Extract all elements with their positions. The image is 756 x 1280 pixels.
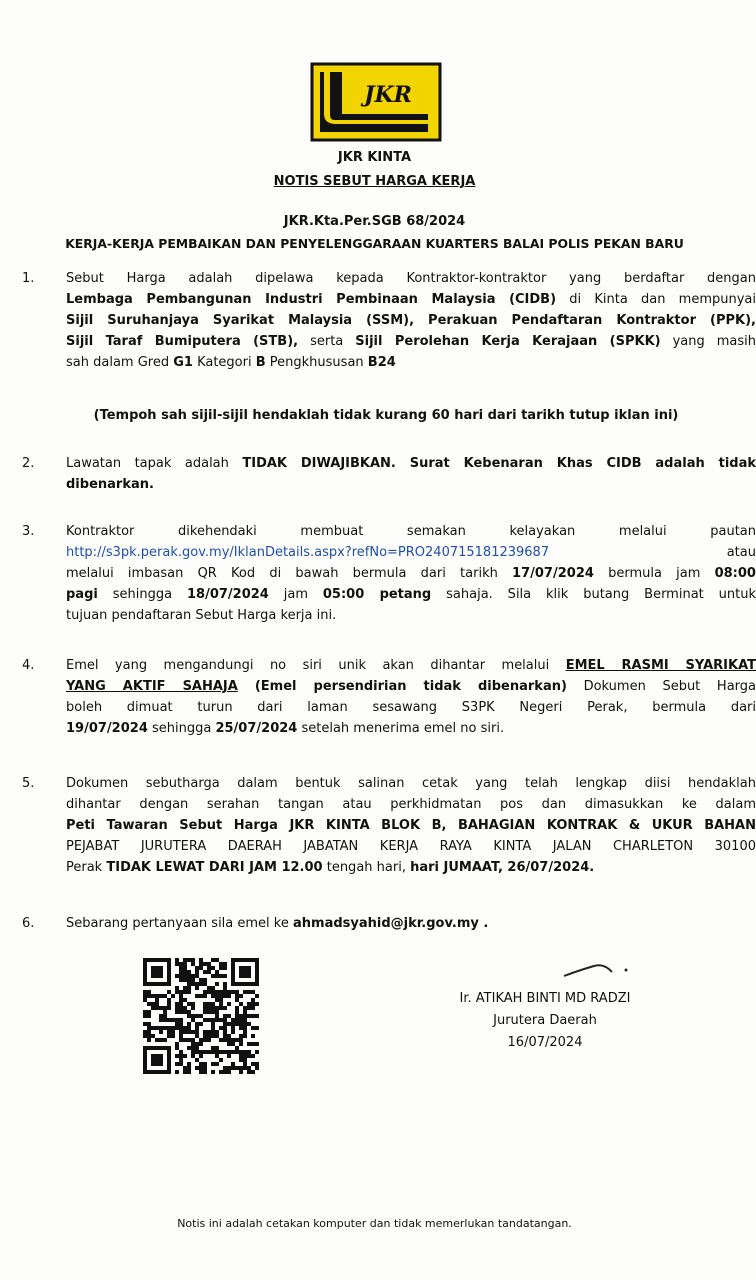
contact-email[interactable]: ahmadsyahid@jkr.gov.my . <box>293 916 489 931</box>
download-start-date: 19/07/2024 <box>66 721 148 736</box>
start-time: 08:00 <box>714 566 756 581</box>
office-name: JKR KINTA <box>337 150 412 165</box>
clause-number: 3. <box>22 524 35 539</box>
signature-date: 16/07/2024 <box>507 1035 583 1050</box>
qr-code[interactable] <box>143 958 259 1074</box>
end-date: 18/07/2024 <box>186 587 269 602</box>
grade-value: G1 <box>173 355 193 370</box>
clause-text: Kontraktor dikehendaki membuat semakan kelayakan melalui pautan <box>66 524 756 539</box>
clause-text: sah dalam Gred <box>66 355 174 370</box>
tender-box-text: Peti Tawaran Sebut Harga JKR KINTA BLOK B, BAHAGIAN KONTRAK & UKUR BAHAN <box>66 818 756 833</box>
start-time-period: pagi <box>66 587 98 602</box>
validity-note: (Tempoh sah sijil-sijil hendaklah tidak kurang 60 hari dari tarikh tutup iklan ini) <box>93 408 679 423</box>
clause-text: Sebut Harga adalah dipelawa kepada Kontraktor-kontraktor yang berdaftar dengan <box>66 271 756 286</box>
deadline-date: hari JUMAAT, 26/07/2024. <box>410 860 595 875</box>
specialisation-value: B24 <box>367 355 396 370</box>
category-value: B <box>255 355 266 370</box>
s3pk-link[interactable]: http://s3pk.perak.gov.my/IklanDetails.aspx?refNo=PRO240715181239687 <box>66 545 550 560</box>
clause-text: tujuan pendaftaran Sebut Harga kerja ini. <box>66 608 337 623</box>
notice-title: NOTIS SEBUT HARGA KERJA <box>273 174 476 189</box>
personal-email-text: (Emel persendirian tidak dibenarkan) <box>237 679 567 694</box>
start-date: 17/07/2024 <box>512 566 594 581</box>
end-time: 05:00 petang <box>322 587 432 602</box>
footer-note: Notis ini adalah cetakan komputer dan tidak memerlukan tandatangan. <box>177 1217 572 1230</box>
spkk-text: Sijil Perolehan Kerja Kerajaan (SPKK) <box>355 334 661 349</box>
clause-number: 6. <box>22 916 35 931</box>
address-text: PEJABAT JURUTERA DAERAH JABATAN KERJA RAYA KINTA JALAN CHARLETON 30100 <box>66 839 756 854</box>
cidb-text: Lembaga Pembangunan Industri Pembinaan Malaysia (CIDB) <box>66 292 557 307</box>
clause-text: atau <box>726 545 756 560</box>
clause-text: Emel yang mengandungi no siri unik akan dihantar melalui <box>66 658 566 673</box>
clause-text: setelah menerima emel no siri. <box>297 721 505 736</box>
clause-text: sehingga <box>97 587 187 602</box>
stb-text: Sijil Taraf Bumiputera (STB), <box>66 334 299 349</box>
clause-text: serta <box>298 334 356 349</box>
clause-text: tengah hari, <box>322 860 411 875</box>
clause-number: 5. <box>22 776 35 791</box>
reference-number: JKR.Kta.Per.SGB 68/2024 <box>283 214 466 229</box>
active-only-text: YANG AKTIF SAHAJA <box>66 679 238 694</box>
deadline-time: TIDAK LEWAT DARI JAM 12.00 <box>106 860 323 875</box>
certificates-text: Sijil Suruhanjaya Syarikat Malaysia (SSM), Perakuan Pendaftaran Kontraktor (PPK), <box>66 313 756 328</box>
project-title: KERJA-KERJA PEMBAIKAN DAN PENYELENGGARAAN KUARTERS BALAI POLIS PEKAN BARU <box>65 236 684 251</box>
clause-text: dihantar dengan serahan tangan atau perkhidmatan pos dan dimasukkan ke dalam <box>66 797 756 812</box>
clause-number: 4. <box>22 658 35 673</box>
clause-text: melalui imbasan QR Kod di bawah bermula dari tarikh <box>66 566 513 581</box>
clause-text: Sebarang pertanyaan sila emel ke <box>66 916 293 931</box>
clause-text: sehingga <box>147 721 216 736</box>
clause-text: jam <box>268 587 323 602</box>
clause-number: 1. <box>22 271 35 286</box>
signatory-title: Jurutera Daerah <box>493 1013 597 1028</box>
clause-text: Pengkhususan <box>265 355 368 370</box>
signatory-name: Ir. ATIKAH BINTI MD RADZI <box>459 991 631 1006</box>
clause-text: Kategori <box>192 355 256 370</box>
clause-text: Dokumen Sebut Harga <box>566 679 756 694</box>
site-visit-text: TIDAK DIWAJIBKAN. Surat Kebenaran Khas CIDB adalah tidak <box>242 456 756 471</box>
clause-text: boleh dimuat turun dari laman sesawang S3PK Negeri Perak, bermula dari <box>66 700 756 715</box>
clause-text: Perak <box>66 860 107 875</box>
clause-text: Dokumen sebutharga dalam bentuk salinan cetak yang telah lengkap diisi hendaklah <box>66 776 756 791</box>
download-end-date: 25/07/2024 <box>215 721 298 736</box>
logo-text: JKR <box>364 82 412 108</box>
jkr-logo <box>310 62 442 142</box>
clause-text: yang masih <box>660 334 756 349</box>
clause-text: dibenarkan. <box>66 477 154 492</box>
clause-number: 2. <box>22 456 35 471</box>
clause-text: sahaja. Sila klik butang Berminat untuk <box>431 587 756 602</box>
clause-text: Lawatan tapak adalah <box>66 456 243 471</box>
signature-scribble <box>560 960 640 982</box>
clause-text: bermula jam <box>593 566 715 581</box>
official-email-text: EMEL RASMI SYARIKAT <box>565 658 756 673</box>
clause-text: di Kinta dan mempunyai <box>556 292 756 307</box>
